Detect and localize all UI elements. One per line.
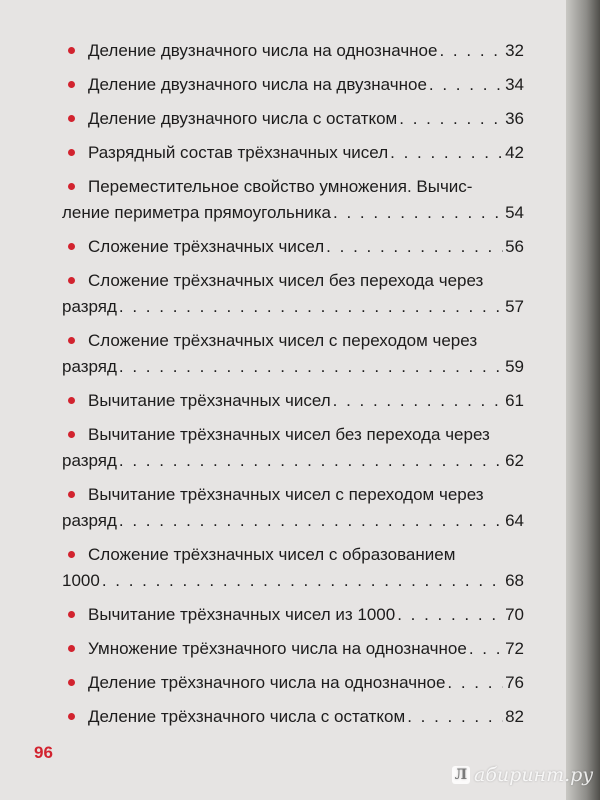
toc-entry <box>62 140 524 166</box>
bullet-icon <box>68 115 75 122</box>
dot-leader <box>439 38 503 64</box>
dot-leader <box>390 140 503 166</box>
dot-leader <box>119 294 503 320</box>
next-page-edge <box>566 0 600 800</box>
dot-leader <box>407 704 503 730</box>
dot-leader <box>333 388 503 414</box>
bullet-icon <box>68 611 75 618</box>
toc-entry <box>62 72 524 98</box>
toc-page-number: 42 <box>505 143 524 162</box>
bullet-icon <box>68 277 75 284</box>
toc-page-number: 36 <box>505 109 524 128</box>
bullet-icon <box>68 81 75 88</box>
dot-leader <box>119 354 503 380</box>
toc-page-number: 76 <box>505 673 524 692</box>
toc-entry-title: Деление трёхзначного числа на однозначное <box>88 673 446 692</box>
bullet-icon <box>68 645 75 652</box>
toc-page-number: 32 <box>505 41 524 60</box>
bullet-icon <box>68 243 75 250</box>
toc-entry-title: ление периметра прямоугольника <box>62 203 332 222</box>
toc-entry-title: Переместительное свойство умножения. Вычис- <box>88 177 473 196</box>
toc-entry <box>62 174 524 226</box>
dot-leader <box>119 508 503 534</box>
toc-entry <box>62 636 524 662</box>
dot-leader <box>333 200 503 226</box>
toc-page-number: 64 <box>505 511 524 530</box>
toc-entry-title: Вычитание трёхзначных чисел <box>88 391 331 410</box>
bullet-icon <box>68 337 75 344</box>
toc-entry-title: разряд <box>62 357 117 376</box>
toc-page-number: 68 <box>505 571 524 590</box>
toc-entry-title: Вычитание трёхзначных чисел из 1000 <box>88 605 396 624</box>
toc-entry <box>62 268 524 320</box>
toc-entry <box>62 482 524 534</box>
toc-entry-title: 1000 <box>62 571 100 590</box>
dot-leader <box>469 636 503 662</box>
dot-leader <box>326 234 503 260</box>
toc-entry-title: Сложение трёхзначных чисел <box>88 237 325 256</box>
toc-entry <box>62 422 524 474</box>
toc-entry-title: Вычитание трёхзначных чисел с переходом через <box>88 485 484 504</box>
toc-entry <box>62 234 524 260</box>
toc-page-number: 82 <box>505 707 524 726</box>
toc-entry <box>62 106 524 132</box>
toc-page-number: 54 <box>505 203 524 222</box>
labirint-watermark <box>452 764 593 786</box>
toc-entry <box>62 328 524 380</box>
watermark-text: абиринт.ру <box>474 764 594 786</box>
toc-page-number: 72 <box>505 639 524 658</box>
toc-entry-title: Деление двузначного числа на однозначное <box>88 41 438 60</box>
toc-page-number: 56 <box>505 237 524 256</box>
table-of-contents <box>62 38 524 738</box>
toc-page-number: 34 <box>505 75 524 94</box>
toc-entry-title: Разрядный состав трёхзначных чисел <box>88 143 389 162</box>
toc-entry <box>62 388 524 414</box>
toc-entry <box>62 542 524 594</box>
dot-leader <box>102 568 503 594</box>
toc-entry-title: Деление трёхзначного числа с остатком <box>88 707 406 726</box>
toc-page-number: 62 <box>505 451 524 470</box>
toc-entry-title: Сложение трёхзначных чисел без перехода через <box>88 271 484 290</box>
toc-page-number: 61 <box>505 391 524 410</box>
toc-entry-title: Сложение трёхзначных чисел с образованием <box>88 545 456 564</box>
toc-entry-title: Деление двузначного числа на двузначное <box>88 75 427 94</box>
bullet-icon <box>68 47 75 54</box>
toc-page-number: 70 <box>505 605 524 624</box>
dot-leader <box>399 106 503 132</box>
bullet-icon <box>68 183 75 190</box>
toc-entry-title: Сложение трёхзначных чисел с переходом через <box>88 331 478 350</box>
bullet-icon <box>68 431 75 438</box>
dot-leader <box>119 448 503 474</box>
toc-entry <box>62 38 524 64</box>
page-number: 96 <box>34 743 53 762</box>
bullet-icon <box>68 551 75 558</box>
bullet-icon <box>68 679 75 686</box>
bullet-icon <box>68 713 75 720</box>
toc-entry-title: Умножение трёхзначного числа на однозначное <box>88 639 467 658</box>
dot-leader <box>429 72 503 98</box>
labirint-logo-icon: Л <box>452 766 470 784</box>
dot-leader <box>397 602 503 628</box>
toc-entry-title: разряд <box>62 297 117 316</box>
toc-entry <box>62 602 524 628</box>
toc-entry-title: разряд <box>62 451 117 470</box>
toc-entry <box>62 704 524 730</box>
toc-entry-title: разряд <box>62 511 117 530</box>
toc-entry-title: Вычитание трёхзначных чисел без перехода через <box>88 425 490 444</box>
bullet-icon <box>68 149 75 156</box>
toc-page-number: 59 <box>505 357 524 376</box>
toc-entry-title: Деление двузначного числа с остатком <box>88 109 398 128</box>
toc-entry <box>62 670 524 696</box>
dot-leader <box>447 670 503 696</box>
toc-page-number: 57 <box>505 297 524 316</box>
bullet-icon <box>68 491 75 498</box>
bullet-icon <box>68 397 75 404</box>
